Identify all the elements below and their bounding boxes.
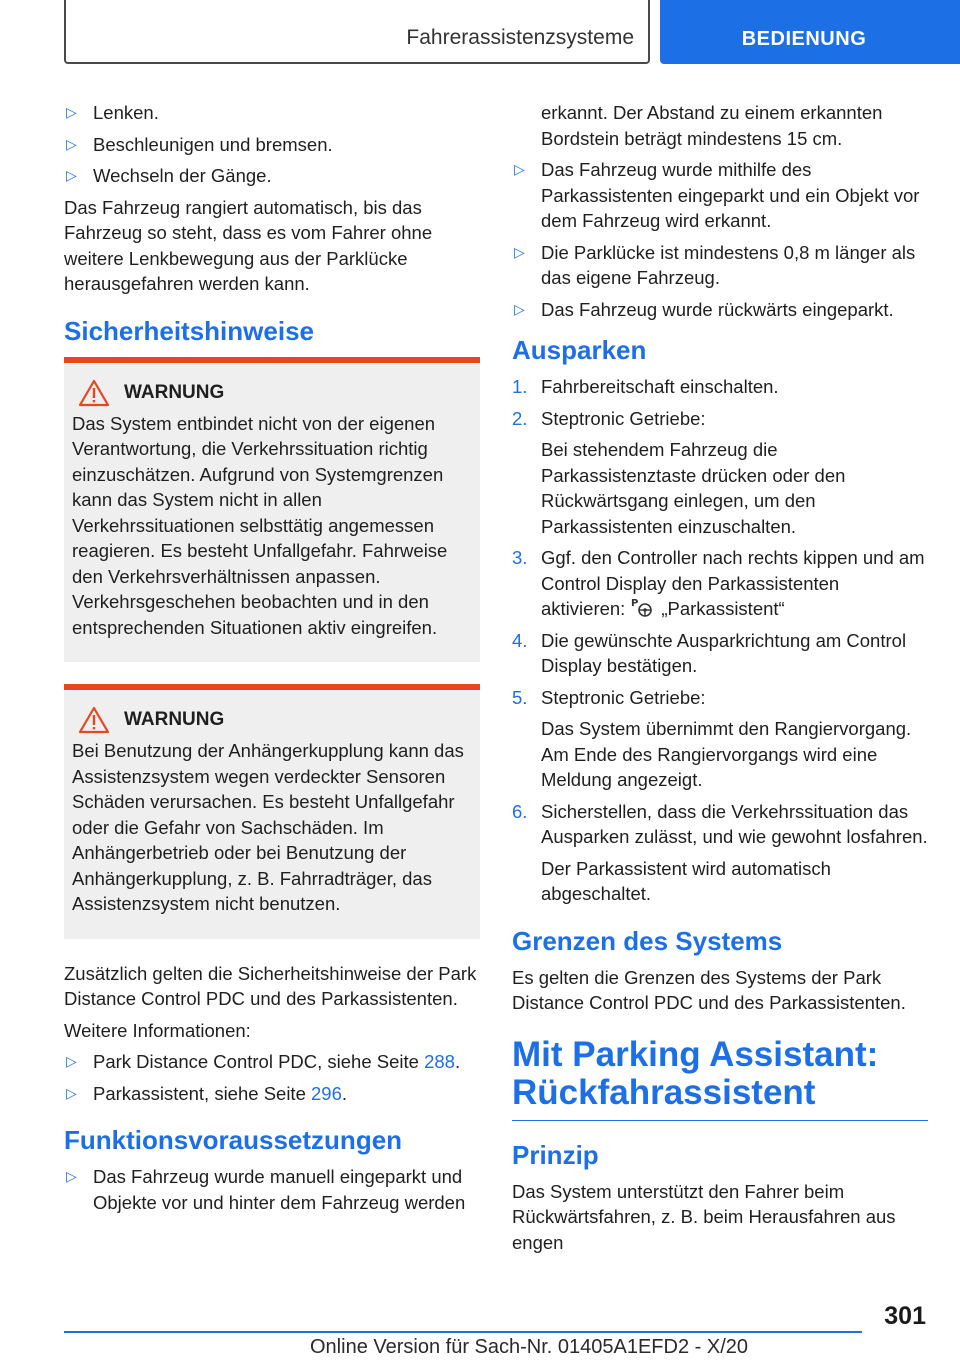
- warning-header: [78, 379, 472, 407]
- list-item: ▷ Lenken.: [64, 100, 480, 126]
- list-item: ▷ Wechseln der Gänge.: [64, 163, 480, 189]
- triangle-bullet-icon: ▷: [514, 243, 525, 260]
- header-tab: [660, 0, 960, 64]
- more-info-label: Weitere Informationen:: [64, 1019, 251, 1041]
- triangle-bullet-icon: ▷: [66, 135, 77, 152]
- warning-text: Bei Benutzung der Anhängerkupplung kann das Assistenzsystem wegen verdeckter Sensoren Schäden verursachen. Es besteht Unfallgefahr oder die Gefahr von Sachschäden. Im Anhängerbetrieb oder bei Benutzung der Anhängerkupplung, z. B. Fahrradträger, das Assistenzsystem nicht benutzen.: [72, 740, 464, 914]
- warning-box-1: [64, 357, 480, 663]
- requirements-list: [64, 1164, 480, 1215]
- intro-paragraph: Das Fahrzeug rangiert automatisch, bis das Fahrzeug so steht, dass es vom Fahrer ohne weitere Lenkbewegung aus der Parklücke herausgefahren werden kann.: [64, 196, 433, 294]
- step-item: 3. Ggf. den Controller nach rechts kippen und am Control Display den Parkassistenten aktivieren: P „Parkassistent“: [512, 547, 925, 619]
- triangle-bullet-icon: ▷: [66, 167, 77, 183]
- section-heading-requirements: Funktionsvoraussetzungen: [64, 1125, 403, 1155]
- footer-online-version: Online Version für Sach-Nr. 01405A1EFD2 - X/20: [310, 1336, 749, 1358]
- limits-paragraph: Es gelten die Grenzen des Systems der Park Distance Control PDC und des Parkassistenten.: [512, 966, 906, 1013]
- warning-title: WARNUNG: [124, 709, 225, 730]
- parking-assistant-icon: [631, 596, 653, 618]
- page-link-288[interactable]: 288: [424, 1051, 455, 1072]
- header-section-title: Fahrerassistenzsysteme: [406, 26, 634, 49]
- section-heading-safety: Sicherheitshinweise: [64, 315, 314, 346]
- section-heading-principle: Prinzip: [512, 1139, 599, 1170]
- step-item: 1. Fahrbereitschaft einschalten.: [512, 376, 779, 397]
- list-item: ▷ Das Fahrzeug wurde mithilfe des Parkassistenten eingeparkt und ein Objekt vor dem Fahrzeug wird erkannt.: [514, 159, 920, 231]
- right-column: [512, 100, 928, 1261]
- chapter-heading: Mit Parking Assistant: Rückfahrassistent: [512, 1036, 928, 1121]
- triangle-bullet-icon: ▷: [66, 1084, 77, 1101]
- list-item: ▷ Park Distance Control PDC, siehe Seite 288.: [64, 1049, 480, 1075]
- section-heading-limits: Grenzen des Systems: [512, 925, 783, 956]
- list-item: ▷ Das Fahrzeug wurde rückwärts eingeparkt.: [512, 297, 928, 323]
- header-frame: [64, 0, 650, 64]
- requirements-list-continued: [512, 100, 928, 322]
- principle-paragraph: Das System unterstützt den Fahrer beim Rückwärtsfahren, z. B. beim Herausfahren aus engen: [512, 1180, 896, 1253]
- step-item: 4. Die gewünschte Ausparkrichtung am Control Display bestätigen.: [512, 629, 907, 676]
- page-link-296[interactable]: 296: [311, 1082, 342, 1104]
- list-item: ▷ Das Fahrzeug wurde manuell eingeparkt und Objekte vor und hinter dem Fahrzeug werden: [66, 1166, 466, 1213]
- page-number: 301: [884, 1302, 926, 1330]
- unparking-steps: [512, 374, 928, 907]
- list-item: ▷ Parkassistent, siehe Seite 296.: [64, 1081, 480, 1107]
- triangle-bullet-icon: ▷: [66, 1168, 77, 1184]
- triangle-bullet-icon: ▷: [514, 161, 525, 177]
- section-heading-unparking: Ausparken: [512, 335, 647, 365]
- warning-triangle-icon: [78, 379, 110, 407]
- step-item: 6. Sicherstellen, dass die Verkehrssituation das Ausparken zulässt, und wie gewohnt losfahren. Der Parkassistent wird automatisch abgeschaltet.: [512, 800, 928, 904]
- triangle-bullet-icon: ▷: [66, 1053, 77, 1069]
- additional-paragraph: Zusätzlich gelten die Sicherheitshinweise der Park Distance Control PDC und des Parkassistenten.: [64, 962, 477, 1009]
- svg-text:P: P: [631, 598, 639, 609]
- triangle-bullet-icon: ▷: [66, 104, 77, 120]
- list-item: ▷ Beschleunigen und bremsen.: [64, 132, 480, 158]
- footer-divider: [64, 1331, 862, 1333]
- reference-list: [64, 1049, 480, 1106]
- warning-header: [78, 706, 472, 734]
- warning-title: WARNUNG: [124, 381, 225, 403]
- warning-text: Das System entbindet nicht von der eigenen Verantwortung, die Verkehrssituation richtig einzuschätzen. Aufgrund von Systemgrenzen kann das System nicht in allen Verkehrssituationen selbsttätig angemessen reagieren. Es besteht Unfallgefahr. Fahrweise den Verkehrsverhältnissen anpassen. Verkehrsgeschehen beobachten und in den entsprechenden Situationen aktiv eingreifen.: [72, 412, 448, 638]
- bullet-list-top: [64, 100, 480, 189]
- warning-box-2: [64, 684, 480, 939]
- left-column: [64, 100, 480, 1221]
- header-tab-label: BEDIENUNG: [741, 28, 867, 50]
- step-item: 5. Steptronic Getriebe: Das System übernimmt den Rangiervorgang. Am Ende des Rangiervorgangs wird eine Meldung angezeigt.: [512, 686, 912, 790]
- warning-triangle-icon: [78, 706, 110, 734]
- step-item: 2. Steptronic Getriebe: Bei stehendem Fahrzeug die Parkassistenztaste drücken oder den Rückwärtsgang einlegen, um den Parkassistenten einzuschalten.: [512, 407, 846, 537]
- list-item-continued: erkannt. Der Abstand zu einem erkannten Bordstein beträgt mindestens 15 cm.: [541, 102, 883, 149]
- list-item: ▷ Die Parklücke ist mindestens 0,8 m länger als das eigene Fahrzeug.: [514, 241, 916, 288]
- triangle-bullet-icon: ▷: [514, 300, 525, 317]
